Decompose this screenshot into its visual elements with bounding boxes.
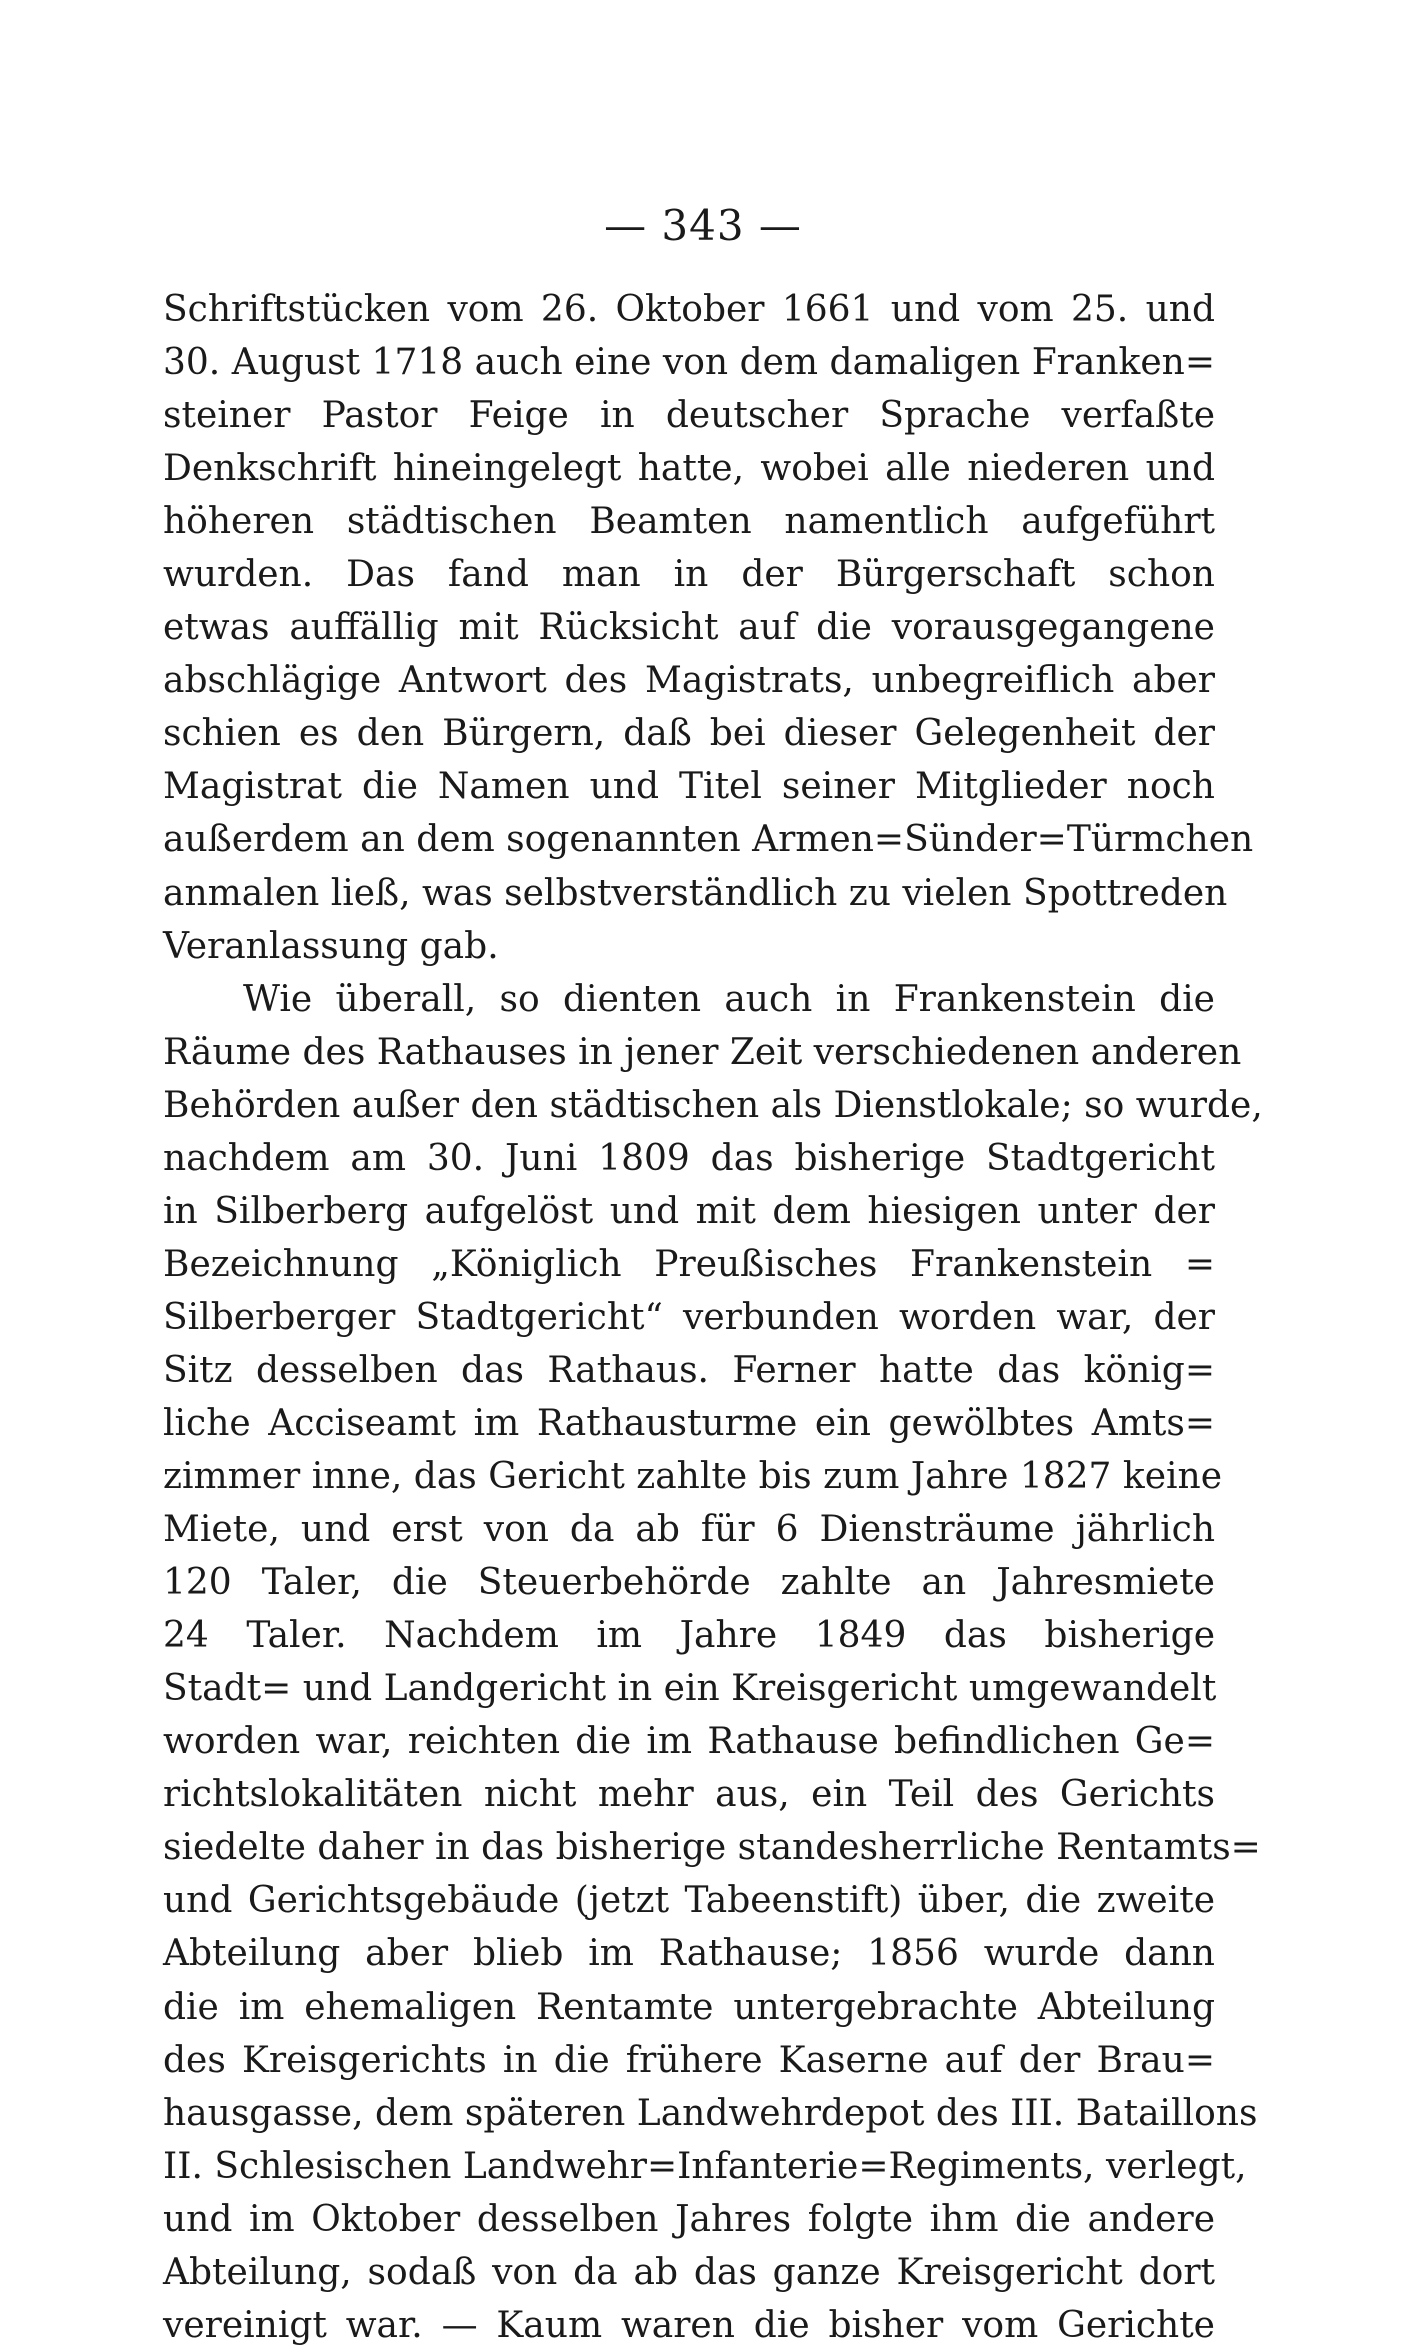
text-line: Magistrat die Namen und Titel seiner Mitglieder noch: [163, 766, 1215, 808]
text-line: siedelte daher in das bisherige standesherrliche Rentamts=: [163, 1827, 1261, 1869]
text-line: des Kreisgerichts in die frühere Kaserne auf der Brau=: [163, 2039, 1215, 2081]
text-line: in Silberberg aufgelöst und mit dem hiesigen unter der: [163, 1190, 1215, 1232]
text-line: hausgasse, dem späteren Landwehrdepot des III. Bataillons: [163, 2092, 1258, 2134]
text-line: die im ehemaligen Rentamte untergebrachte Abteilung: [163, 1986, 1215, 2028]
text-line: Räume des Rathauses in jener Zeit verschiedenen anderen: [163, 1031, 1242, 1073]
text-line: Stadt= und Landgericht in ein Kreisgericht umgewandelt: [163, 1668, 1217, 1710]
text-line: anmalen ließ, was selbstverständlich zu vielen Spottreden: [163, 872, 1228, 914]
text-line: steiner Pastor Feige in deutscher Sprache verfaßte: [163, 395, 1215, 437]
text-line: und Gerichtsgebäude (jetzt Tabeenstift) über, die zweite: [163, 1880, 1215, 1922]
text-line: 30. August 1718 auch eine von dem damaligen Franken=: [163, 342, 1215, 384]
text-line: außerdem an dem sogenannten Armen=Sünder=Türmchen: [163, 819, 1254, 861]
text-line: abschlägige Antwort des Magistrats, unbegreiflich aber: [163, 660, 1215, 702]
text-line: richtslokalitäten nicht mehr aus, ein Teil des Gerichts: [163, 1774, 1215, 1816]
text-line: schien es den Bürgern, daß bei dieser Gelegenheit der: [163, 713, 1215, 755]
paragraph-start-line: Wie überall, so dienten auch in Frankenstein die: [243, 978, 1215, 1020]
text-line: etwas auffällig mit Rücksicht auf die vorausgegangene: [163, 607, 1215, 649]
text-line: nachdem am 30. Juni 1809 das bisherige Stadtgericht: [163, 1137, 1215, 1179]
text-line: 120 Taler, die Steuerbehörde zahlte an Jahresmiete: [163, 1562, 1215, 1604]
text-line: II. Schlesischen Landwehr=Infanterie=Regiments, verlegt,: [163, 2145, 1247, 2187]
text-line: Abteilung, sodaß von da ab das ganze Kreisgericht dort: [163, 2251, 1215, 2293]
body-text: [163, 283, 1263, 2352]
paragraph-end-line: Veranlassung gab.: [163, 925, 499, 967]
text-line: wurden. Das fand man in der Bürgerschaft schon: [163, 554, 1215, 596]
text-line: 24 Taler. Nachdem im Jahre 1849 das bisherige: [163, 1615, 1215, 1657]
text-line: zimmer inne, das Gericht zahlte bis zum Jahre 1827 keine: [163, 1456, 1223, 1498]
text-line: worden war, reichten die im Rathause befindlichen Ge=: [163, 1721, 1215, 1763]
text-line: Silberberger Stadtgericht“ verbunden worden war, der: [163, 1296, 1215, 1338]
text-line: höheren städtischen Beamten namentlich aufgeführt: [163, 501, 1215, 543]
text-line: Schriftstücken vom 26. Oktober 1661 und vom 25. und: [163, 289, 1215, 330]
text-line: Miete, und erst von da ab für 6 Diensträume jährlich: [163, 1509, 1215, 1551]
text-line: Bezeichnung „Königlich Preußisches Frankenstein =: [163, 1243, 1215, 1285]
text-line: liche Acciseamt im Rathausturme ein gewölbtes Amts=: [163, 1402, 1215, 1444]
page-number: — 343 —: [604, 201, 802, 250]
text-line: Sitz desselben das Rathaus. Ferner hatte das könig=: [163, 1349, 1215, 1391]
text-line: Denkschrift hineingelegt hatte, wobei alle niederen und: [163, 448, 1215, 490]
text-line: Behörden außer den städtischen als Dienstlokale; so wurde,: [163, 1084, 1263, 1126]
text-line: vereinigt war. — Kaum waren die bisher vom Gerichte: [163, 2304, 1215, 2346]
text-line: Abteilung aber blieb im Rathause; 1856 wurde dann: [163, 1933, 1215, 1975]
text-line: und im Oktober desselben Jahres folgte ihm die andere: [163, 2198, 1215, 2240]
